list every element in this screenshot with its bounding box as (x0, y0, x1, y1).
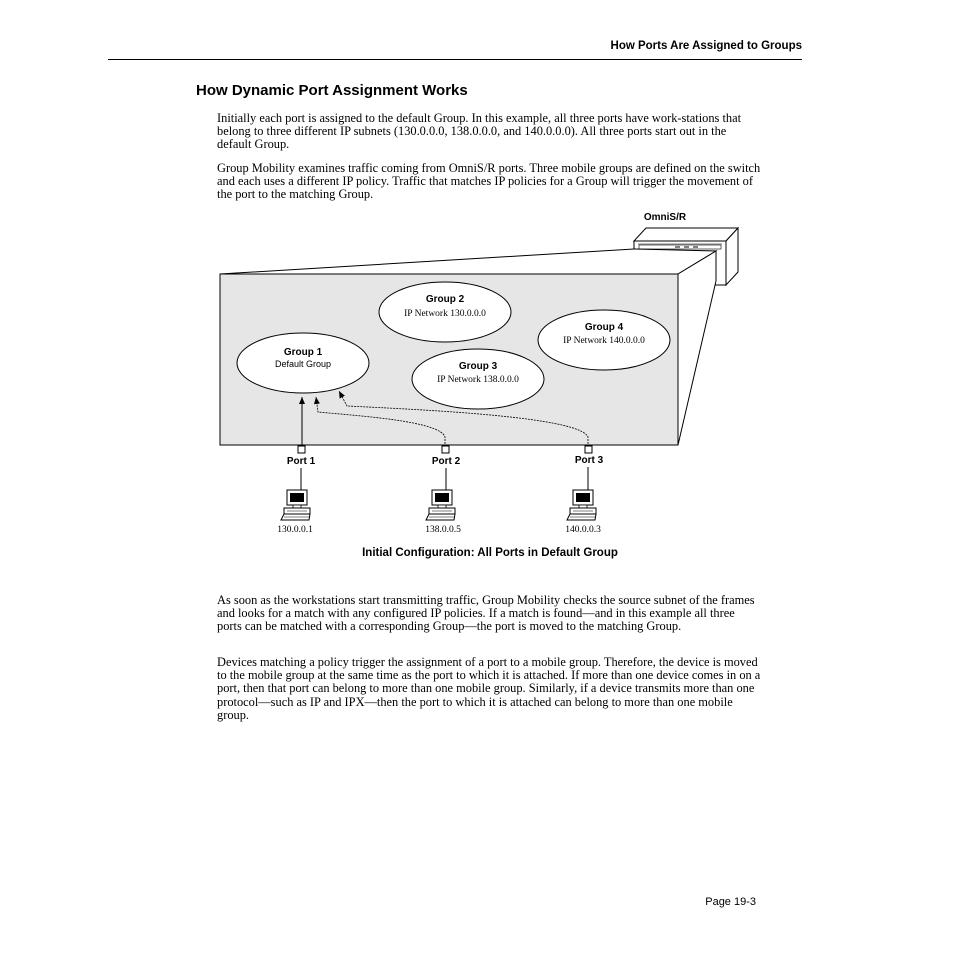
page-number: Page 19-3 (705, 896, 756, 908)
group-3-name: Group 3 (458, 361, 498, 372)
zoom-top-face (220, 249, 716, 274)
group-1-desc: Default Group (274, 359, 332, 369)
workstation-3-icon (567, 490, 596, 520)
port-2-label: Port 2 (431, 456, 461, 467)
workstation-1-ip: 130.0.0.1 (277, 525, 313, 535)
workstation-1-icon (281, 490, 310, 520)
workstation-2-icon (426, 490, 455, 520)
workstation-3-ip: 140.0.0.3 (565, 525, 601, 535)
port-1-label: Port 1 (286, 456, 316, 467)
group-2-name: Group 2 (425, 294, 465, 305)
port-2-connector (442, 446, 449, 453)
port-1-connector (298, 446, 305, 453)
group-2-desc: IP Network 130.0.0.0 (404, 309, 486, 319)
port-3-label: Port 3 (574, 455, 604, 466)
group-4-name: Group 4 (584, 322, 624, 333)
zoom-side-face (678, 251, 716, 445)
paragraph-matching: As soon as the workstations start transmitting traffic, Group Mobility checks the source subnet of the frames and looks for a match with any configured IP policies. If a match is found—and in this example all three ports can be matched with a corresponding Group—the port is moved to the matching Group. (217, 593, 755, 634)
group-4-desc: IP Network 140.0.0.0 (563, 336, 645, 346)
running-head: How Ports Are Assigned to Groups (610, 40, 802, 52)
paragraph-device-policy: Devices matching a policy trigger the assignment of a port to a mobile group. Therefore, the device is moved to the mobile group at the same time as the port to which it is attached. If more than one device comes in on a port, then that port can belong to more than one mobile group. Similarly, if a device transmits more than one protocol—such as IP and IPX—then the port to which it is attached can belong to more than one mobile group. (217, 655, 761, 722)
section-title: How Dynamic Port Assignment Works (196, 82, 468, 99)
switch-label: OmniS/R (643, 212, 687, 223)
figure-caption: Initial Configuration: All Ports in Default Group (362, 547, 618, 559)
paragraph-initial-assignment: Initially each port is assigned to the default Group. In this example, all three ports have work-stations that belong to three different IP subnets (130.0.0.0, 138.0.0.0, and 140.0.0.0). All three ports start out in the default Group. (217, 111, 742, 152)
port-3-connector (585, 446, 592, 453)
group-1-name: Group 1 (283, 347, 323, 358)
group-3-desc: IP Network 138.0.0.0 (437, 375, 519, 385)
paragraph-group-mobility: Group Mobility examines traffic coming from OmniS/R ports. Three mobile groups are defined on the switch and each uses a different IP policy. Traffic that matches IP policies for a Group will trigger the movement of the port to the matching Group. (217, 161, 761, 202)
workstation-2-ip: 138.0.0.5 (425, 525, 461, 535)
